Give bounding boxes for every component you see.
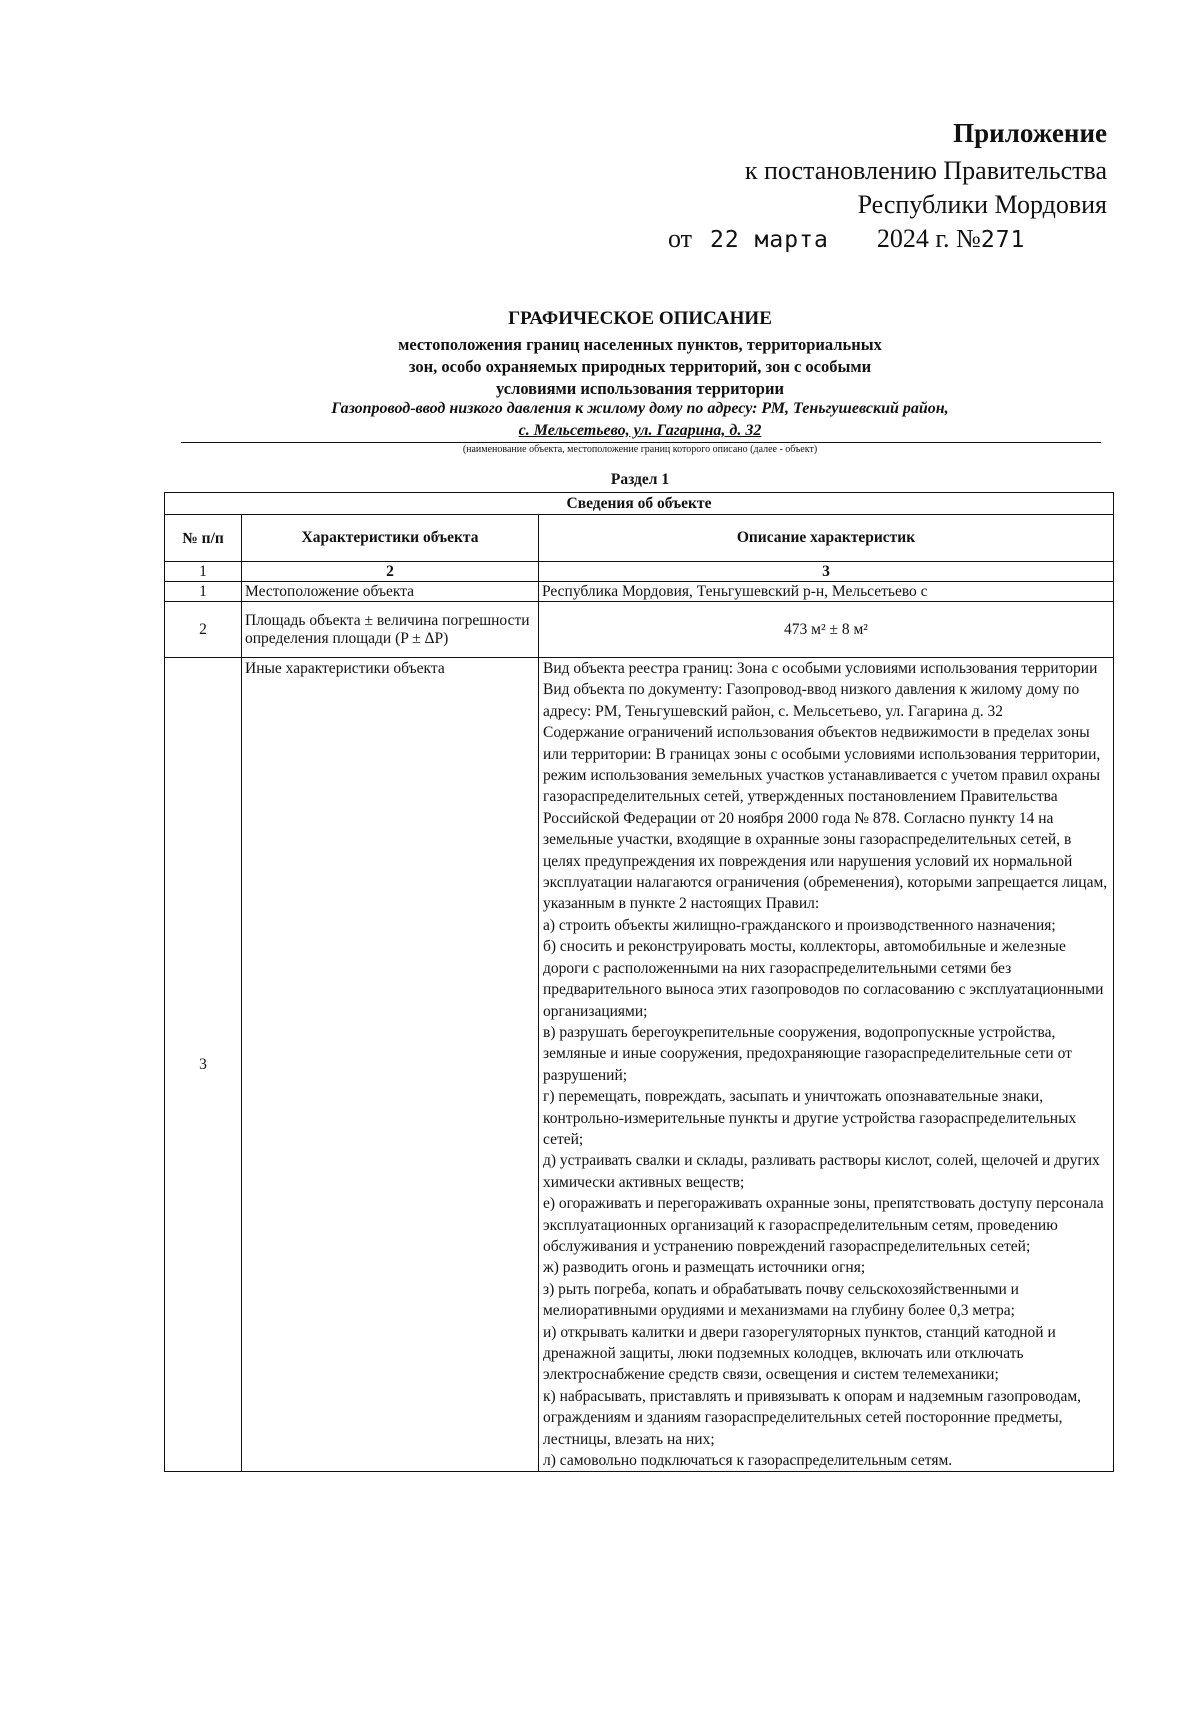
desc-item-g: г) перемещать, повреждать, засыпать и уничтожать опознавательные знаки, контрольно-измерительные пункты и другие устройства газораспределительных сетей; [543,1088,1077,1148]
object-info-table [164,492,1114,1472]
row-description: Республика Мордовия, Теньгушевский р-н, Мельсетьево с [539,582,1114,602]
table-title: Сведения об объекте [165,493,1114,515]
object-name-line-1: Газопровод-ввод низкого давления к жилому дому по адресу: РМ, Теньгушевский район, [331,400,949,417]
row-description: 473 м² ± 8 м² [539,602,1114,658]
desc-item-i: и) открывать калитки и двери газорегуляторных пунктов, станций катодной и дренажной защиты, люки подземных колодцев, включать или отключать электроснабжение средств связи, освещения и систем телемеханики; [543,1323,1056,1384]
desc-restrictions: Содержание ограничений использования объектов недвижимости в пределах зоны или территории: В границах зоны с особыми условиями использования территории, режим использования земельных участков устанавливается с учетом правил охраны газораспределительных сетей, утвержденных постановлением Правительства Российской Федерации от 20 ноября 2000 года № 878. Согласно пункту 14 на земельные участки, входящие в охранные зоны газораспределительных сетей, в целях предупреждения их повреждения или нарушения условий их нормальной эксплуатации налагаются ограничения (обременения), которыми запрещается лицам, указанным в пункте 2 настоящих Правил: [543,724,1108,913]
document-subtitle-2: зон, особо охраняемых природных территорий, зон с особыми [408,357,872,376]
number-sign: № [956,224,981,253]
table-row [165,658,1114,1472]
col-number-1: 1 [165,562,242,582]
date-year: 2024 г. [876,224,950,253]
desc-registry-type: Вид объекта реестра границ: Зона с особыми условиями использования территории [543,660,1098,677]
desc-item-a: а) строить объекты жилищно-гражданского и производственного назначения; [543,916,1056,934]
appendix-title: Приложение [953,118,1107,148]
appendix-line-2: Республики Мордовия [857,190,1107,219]
col-number-2: 2 [242,562,539,582]
row-description [539,658,1114,1472]
row-number: 1 [165,582,242,602]
document-subtitle-1: местоположения границ населенных пунктов, территориальных [398,335,882,354]
row-characteristic: Местоположение объекта [242,582,539,602]
row-characteristic: Иные характеристики объекта [242,658,539,1472]
desc-item-v: в) разрушать берегоукрепительные сооружения, водопропускные устройства, земляные и иные сооружения, предохраняющие газораспределительные сети от разрушений; [543,1023,1072,1084]
desc-item-d: д) устраивать свалки и склады, разливать растворы кислот, солей, щелочей и других химически активных веществ; [543,1152,1100,1191]
col-header-num: № п/п [165,515,242,562]
row-number: 3 [165,658,242,1472]
date-prefix: от [668,224,693,253]
date-handwritten: 22 марта [710,227,829,253]
desc-item-b: б) сносить и реконструировать мосты, коллекторы, автомобильные и железные дороги с расположенными на них газораспределительными сетями без предварительного выноса этих газопроводов по согласованию с эксплуатационными организациями; [543,938,1104,1020]
appendix-date-line [668,224,1025,254]
desc-item-l: л) самовольно подключаться к газораспределительным сетям. [543,1452,953,1470]
desc-item-e: е) огораживать и перегораживать охранные зоны, препятствовать доступу персонала эксплуатационных организаций к газораспределительным сетям, проведению обслуживания и устранению повреждений газораспределительных сетей; [543,1195,1104,1255]
table-title-row [165,493,1114,515]
row-number: 2 [165,602,242,658]
col-header-description: Описание характеристик [539,515,1114,562]
desc-item-z: з) рыть погреба, копать и обрабатывать почву сельскохозяйственными и мелиоративными орудиями и механизмами на глубину более 0,3 метра; [543,1280,1019,1320]
object-note: (наименование объекта, местоположение границ которого описано (далее - объект) [462,444,818,455]
table-row [165,602,1114,658]
object-underline [181,442,1101,443]
col-header-characteristic: Характеристики объекта [242,515,539,562]
column-number-row [165,562,1114,582]
resolution-number: 271 [980,227,1026,253]
section-label: Раздел 1 [610,471,670,488]
desc-item-zh: ж) разводить огонь и размещать источники огня; [543,1259,866,1277]
desc-item-k: к) набрасывать, приставлять и привязывать к опорам и надземным газопроводам, ограждениям и зданиям газораспределительных сетей посторонние предметы, лестницы, влезать на них; [543,1387,1082,1448]
appendix-line-1: к постановлению Правительства [744,156,1107,185]
col-number-3: 3 [539,562,1114,582]
object-name-line-2: с. Мельсетьево, ул. Гагарина, д. 32 [518,422,762,439]
document-title: ГРАФИЧЕСКОЕ ОПИСАНИЕ [508,308,772,329]
desc-document-type: Вид объекта по документу: Газопровод-ввод низкого давления к жилому дому по адресу: РМ, Теньгушевский район, с. Мельсетьево, ул. Гагарина д. 32 [543,681,1080,720]
document-subtitle-3: условиями использования территории [496,379,784,398]
row-characteristic: Площадь объекта ± величина погрешности определения площади (P ± ΔP) [242,602,539,658]
table-row [165,582,1114,602]
table-header-row [165,515,1114,562]
